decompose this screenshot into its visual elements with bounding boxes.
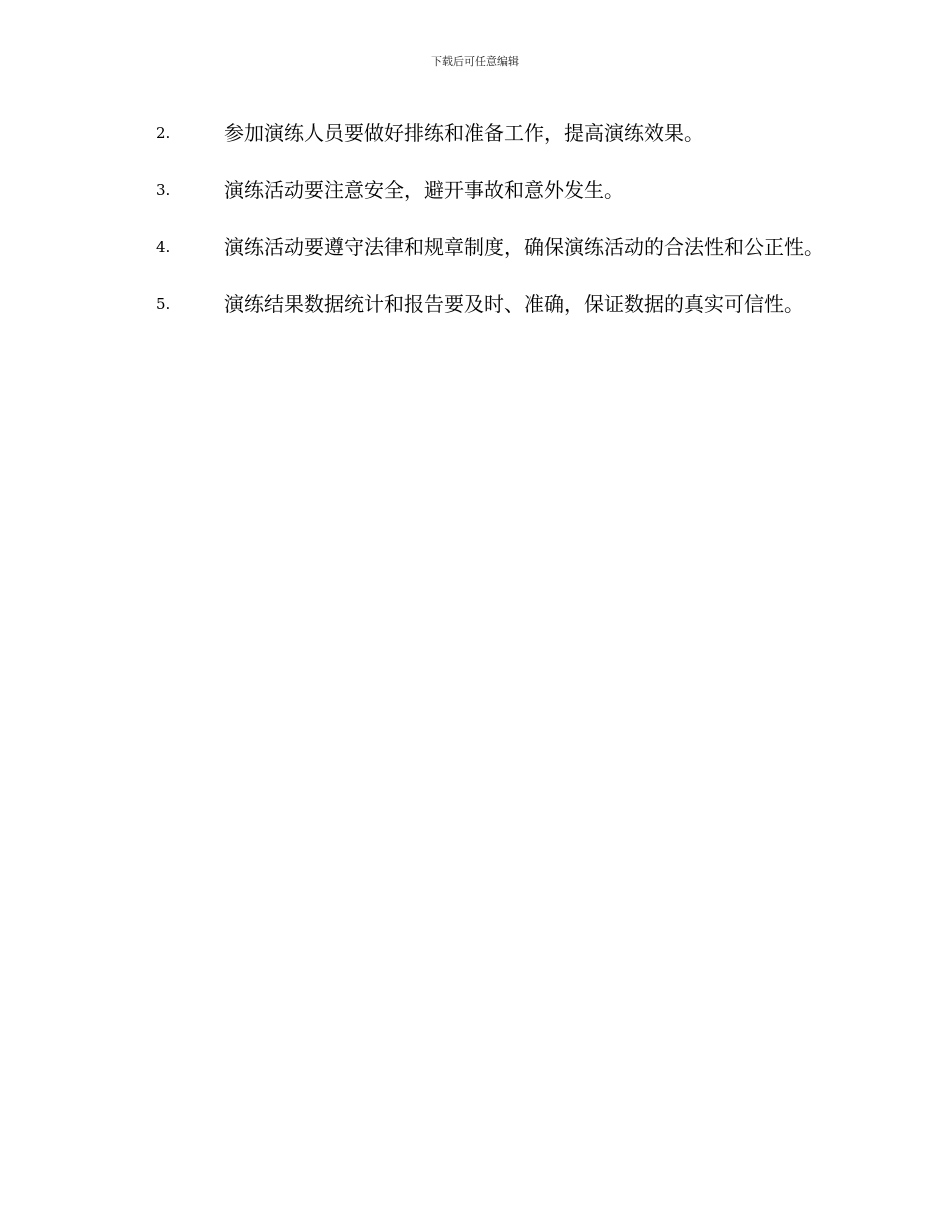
page-header: 下载后可任意编辑 <box>431 55 519 68</box>
list-item <box>113 281 835 327</box>
list-item <box>113 224 835 270</box>
numbered-list <box>113 110 835 338</box>
list-item-number: 4. <box>156 238 171 256</box>
list-item-number: 5. <box>156 295 171 313</box>
list-item-text: 演练活动要注意安全，避开事故和意外发生。 <box>224 178 624 202</box>
list-item-text: 演练结果数据统计和报告要及时、准确，保证数据的真实可信性。 <box>224 292 804 316</box>
list-item-number: 3. <box>156 181 171 199</box>
list-item <box>113 110 835 156</box>
list-item-text: 演练活动要遵守法律和规章制度，确保演练活动的合法性和公正性。 <box>224 235 824 259</box>
list-item-text: 参加演练人员要做好排练和准备工作，提高演练效果。 <box>224 121 704 145</box>
list-item <box>113 167 835 213</box>
list-item-number: 2. <box>156 124 171 142</box>
